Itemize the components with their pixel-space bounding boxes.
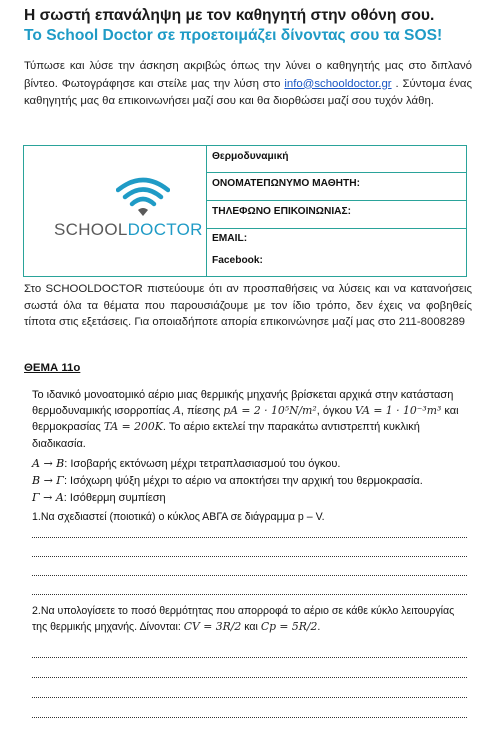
step-ca-text: : Ισόθερμη συμπίεση <box>63 492 166 504</box>
answer-line[interactable] <box>32 556 467 557</box>
volume-a: VA = 1 · 10⁻³m³ <box>355 404 442 418</box>
field-subject: Θερμοδυναμική <box>207 146 466 173</box>
answer-line[interactable] <box>32 697 467 698</box>
page-title: Η σωστή επανάληψη με τον καθηγητή στην οθόνη σου. <box>24 7 435 24</box>
problem-text-5: . Το αέριο εκτελεί την παρακάτω αντιστρεπτή κυκλική διαδικασία. <box>32 421 420 450</box>
answer-line[interactable] <box>32 717 467 718</box>
step-ab-label: Α → Β <box>32 457 65 470</box>
step-ab <box>32 457 472 470</box>
intro-paragraph <box>24 58 472 111</box>
field-facebook[interactable]: Facebook: <box>212 255 263 266</box>
logo-cell <box>24 146 207 276</box>
problem-statement <box>32 387 472 452</box>
step-bc-label: Β → Γ <box>32 474 64 487</box>
step-ab-text: : Ισοβαρής εκτόνωση μέχρι τετραπλασιασμού του όγκου. <box>64 458 341 470</box>
state-a: Α <box>173 404 181 418</box>
pressure-a: pA = 2 · 10⁵N/m² <box>223 404 317 418</box>
temperature-a: TA = 200K <box>103 420 163 434</box>
cv-formula: CV = 3R/2 <box>183 620 242 633</box>
answer-line[interactable] <box>32 657 467 658</box>
question-2 <box>32 603 472 635</box>
answer-line[interactable] <box>32 575 467 576</box>
cp-formula: Cp = 5R/2 <box>260 620 318 633</box>
field-phone[interactable]: ΤΗΛΕΦΩΝΟ ΕΠΙΚΟΙΝΩΝΙΑΣ: <box>207 201 466 229</box>
step-ca <box>32 491 472 504</box>
intro-text-before: Τύπωσε και λύσε την άσκηση ακριβώς όπως την λύνει ο καθηγητής μας στο διπλανό βίντεο. Φωτογράφησε και στείλε μας την λύση στο <box>24 60 472 90</box>
info-paragraph: Στο SCHOOLDOCTOR πιστεύουμε ότι αν προσπαθήσεις να λύσεις και να κατανοήσεις σωστά όλα τα θέματα που παρουσιάζουμε με τον ίδιο τρόπο, δεν έχεις να φοβηθείς τίποτα στις εξετάσεις. Για οποιαδήποτε απορία επικοινώνησε μαζί μας στο 211-8008289 <box>24 283 472 328</box>
field-student-name[interactable]: ΟΝΟΜΑΤΕΠΩΝΥΜΟ ΜΑΘΗΤΗ: <box>207 173 466 201</box>
answer-line[interactable] <box>32 594 467 595</box>
intro-text-after: . Σύντομα ένας καθηγητής μας θα επικοινωνήσει μαζί σου και θα διορθώσει μαζί σου τυχόν λάθη. <box>24 77 472 107</box>
logo-word-doctor: DOCTOR <box>127 220 203 239</box>
logo-wordmark <box>54 220 203 240</box>
field-email[interactable]: EMAIL: <box>212 233 248 244</box>
thema-heading: ΘΕΜΑ 11ο <box>24 362 81 374</box>
problem-text-2: , πίεσης <box>180 405 224 418</box>
info-fields <box>207 146 466 276</box>
step-bc-text: : Ισόχωρη ψύξη μέχρι το αέριο να αποκτήσει την αρχική του θερμοκρασία. <box>63 475 423 487</box>
wifi-signal-icon <box>116 176 170 216</box>
question-2-end: . <box>317 621 321 633</box>
question-1: 1.Να σχεδιαστεί (ποιοτικά) ο κύκλος ΑΒΓΑ σε διάγραμμα p – V. <box>32 511 325 523</box>
page-subtitle: Το School Doctor σε προετοιμάζει δίνοντας σου τα SOS! <box>24 27 443 44</box>
logo-word-school: SCHOOL <box>54 220 128 239</box>
student-info-card <box>23 145 467 277</box>
question-2-text: 2.Να υπολογίσετε το ποσό θερμότητας που απορροφά το αέριο σε κάθε κύκλο λειτουργίας της θερμικής μηχανής. Δίνονται: <box>32 605 455 633</box>
problem-text-3: , όγκου <box>316 405 356 418</box>
step-bc <box>32 474 472 487</box>
answer-line[interactable] <box>32 537 467 538</box>
answer-line[interactable] <box>32 677 467 678</box>
step-ca-label: Γ → Α <box>32 491 64 504</box>
question-2-joiner: και <box>241 621 261 633</box>
problem-text-4: και θερμοκρασίας <box>32 405 459 434</box>
problem-text-1: Το ιδανικό μονοατομικό αέριο μιας θερμικής μηχανής βρίσκεται αρχικά στην κατάσταση θερμοδυναμικής ισορροπίας <box>32 389 454 418</box>
email-link[interactable]: info@schooldoctor.gr <box>284 77 392 90</box>
